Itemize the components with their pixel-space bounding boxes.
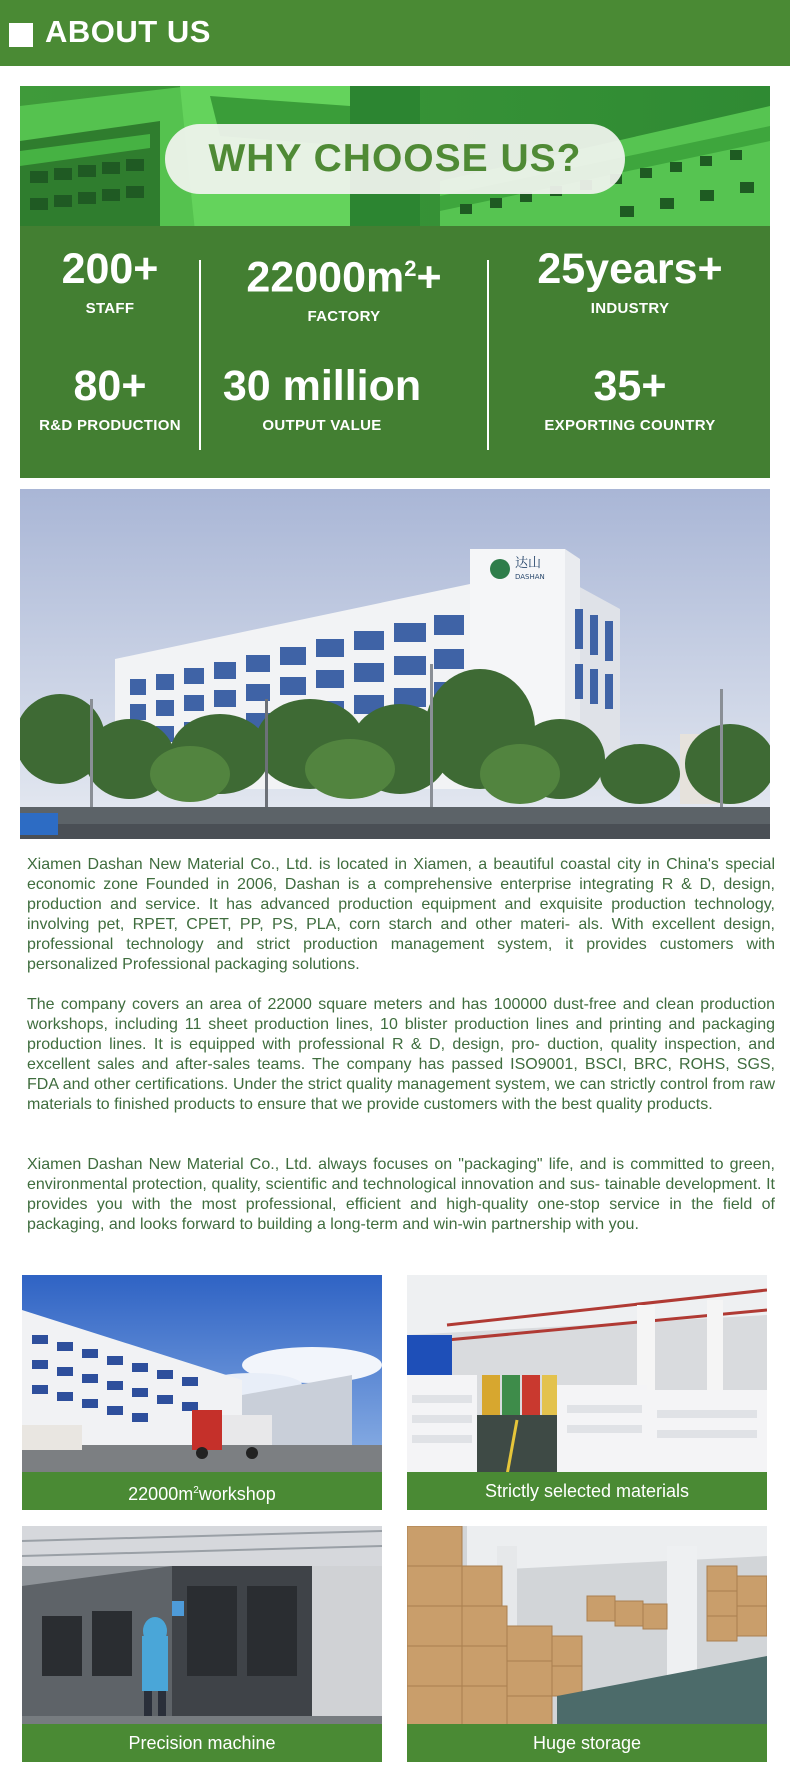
stat-label: EXPORTING COUNTRY	[544, 417, 716, 434]
gallery-card-workshop	[22, 1275, 382, 1510]
building-sign-cn: 达山	[515, 556, 542, 571]
stat-label: R&D PRODUCTION	[39, 417, 181, 434]
gallery-card-machine	[22, 1526, 382, 1762]
section-title: ABOUT US	[45, 14, 211, 49]
building-sign-en: DASHAN	[515, 573, 545, 581]
stat-industry	[490, 246, 770, 317]
stat-value: 35+	[593, 362, 667, 410]
stat-value: 200+	[61, 245, 159, 293]
header-square-icon	[9, 23, 33, 47]
section-header	[0, 0, 790, 66]
stat-label: FACTORY	[307, 308, 381, 326]
stats-panel	[20, 86, 770, 478]
why-choose-us-pill	[165, 124, 625, 194]
about-paragraph-1: Xiamen Dashan New Material Co., Ltd. is located in Xiamen, a beautiful coastal city in China's special economic zone Founded in 2006, Dashan is a comprehensive enterprise integrating R & D, design, production and service. It has advanced production equipment and exquisite production technology, involving pet, RPET, CPET, PP, PS, PLA, corn starch and other materi- als. With excellent design, professional technology and strict production management system, it provides customers with personalized Professional packaging solutions.	[27, 856, 775, 973]
stat-label: STAFF	[85, 300, 135, 317]
stat-rd	[20, 363, 200, 434]
stat-label: OUTPUT VALUE	[262, 417, 382, 434]
gallery-card-storage	[407, 1526, 767, 1762]
stat-staff	[20, 246, 200, 317]
gallery-caption: Strictly selected materials	[407, 1472, 767, 1510]
materials-photo	[407, 1275, 767, 1475]
gallery-card-materials	[407, 1275, 767, 1510]
gallery-caption: Huge storage	[407, 1724, 767, 1762]
stat-value: 80+	[73, 362, 147, 410]
stat-value: $22000m^2+$	[246, 253, 442, 302]
stats-divider	[487, 260, 489, 450]
gallery-caption: Precision machine	[22, 1724, 382, 1762]
gallery-caption: $22000m^2workshop$	[22, 1472, 382, 1510]
storage-photo	[407, 1526, 767, 1726]
company-building-photo	[20, 489, 770, 839]
stat-value: 25years+	[537, 245, 723, 293]
why-choose-us-title: WHY CHOOSE US?	[208, 137, 582, 180]
stat-output	[180, 363, 464, 434]
about-paragraph-2: The company covers an area of 22000 square meters and has 100000 dust-free and clean production workshops, including 11 sheet production lines, 10 blister production lines and printing and packaging production lines. It is equipped with professional R & D, design, pro- duction, quality inspection, and excellent sales and after-sales teams. The company has passed ISO9001, BSCI, BRC, ROHS, SGS, FDA and other certifications. Under the strict quality management system, we can strictly control from raw materials to finished products to ensure that we provide customers with the best quality products.	[27, 996, 775, 1113]
stat-factory	[202, 246, 486, 325]
machine-photo	[22, 1526, 382, 1726]
stat-exporting	[490, 363, 770, 434]
workshop-photo	[22, 1275, 382, 1475]
stat-label: INDUSTRY	[590, 300, 670, 317]
stat-value: 30 million	[222, 362, 422, 410]
about-paragraph-3: Xiamen Dashan New Material Co., Ltd. always focuses on "packaging" life, and is committed to green, environmental protection, quality, scientific and technological innovation and sus- tainable development. It provides you with the most professional, efficient and high-quality one-stop service in the field of packaging, and looks forward to building a long-term and win-win partnership with you.	[27, 1156, 775, 1233]
